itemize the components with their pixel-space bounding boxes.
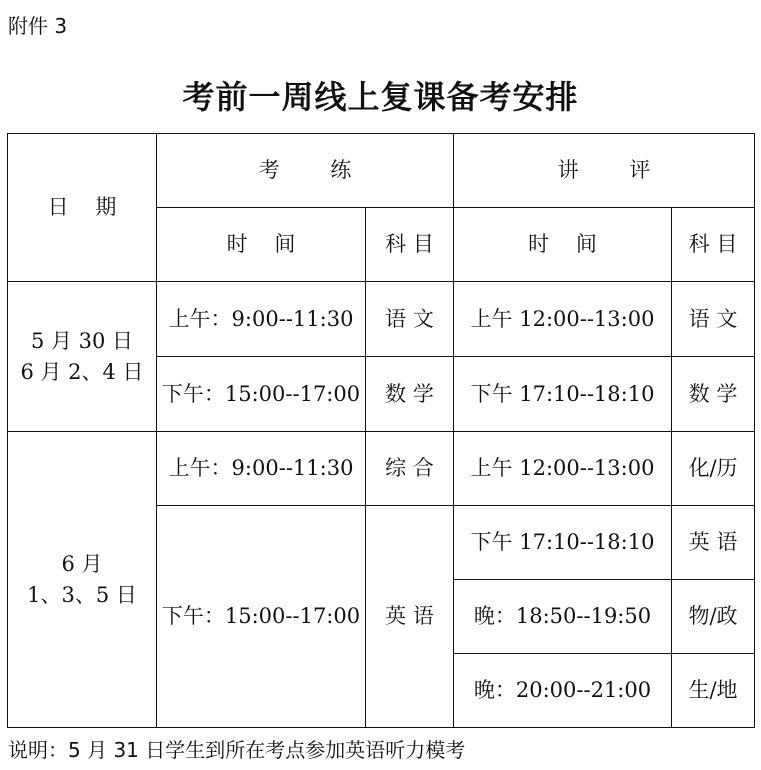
table-row bbox=[8, 282, 755, 357]
exam-subject-cell: 数 学 bbox=[366, 357, 454, 432]
block1-date-line-2: 6 月 2、4 日 bbox=[20, 359, 144, 384]
attachment-label: 附件 3 bbox=[8, 14, 68, 38]
block2-date-cell bbox=[8, 432, 157, 728]
review-time-cell: 下午 17:10--18:10 bbox=[454, 506, 672, 580]
block1-date-line-1: 5 月 30 日 bbox=[30, 329, 134, 354]
header-review-group: 讲 评 bbox=[454, 134, 755, 208]
block2-date-line-1: 6 月 bbox=[61, 552, 103, 577]
review-time-cell: 上午 12:00--13:00 bbox=[454, 282, 672, 357]
schedule-table bbox=[7, 133, 755, 728]
review-subject-cell: 化/历 bbox=[672, 432, 755, 506]
header-exam-subject: 科 目 bbox=[366, 208, 454, 282]
exam-subject-cell: 语 文 bbox=[366, 282, 454, 357]
review-subject-cell: 生/地 bbox=[672, 654, 755, 728]
header-exam-time: 时 间 bbox=[157, 208, 366, 282]
header-date: 日 期 bbox=[8, 134, 157, 282]
page-title: 考前一周线上复课备考安排 bbox=[182, 78, 579, 116]
header-review-subject: 科 目 bbox=[672, 208, 755, 282]
review-time-cell: 上午 12:00--13:00 bbox=[454, 432, 672, 506]
header-row-1 bbox=[8, 134, 755, 208]
review-time-cell: 下午 17:10--18:10 bbox=[454, 357, 672, 432]
table-row bbox=[8, 432, 755, 506]
exam-time-cell: 下午：15:00--17:00 bbox=[157, 357, 366, 432]
review-subject-cell: 物/政 bbox=[672, 580, 755, 654]
review-time-cell: 晚：20:00--21:00 bbox=[454, 654, 672, 728]
exam-time-cell: 下午：15:00--17:00 bbox=[157, 506, 366, 728]
exam-time-cell: 上午：9:00--11:30 bbox=[157, 282, 366, 357]
header-exam-group: 考 练 bbox=[157, 134, 454, 208]
review-time-cell: 晚：18:50--19:50 bbox=[454, 580, 672, 654]
footnote: 说明：5 月 31 日学生到所在考点参加英语听力模考 bbox=[8, 738, 466, 762]
block1-date-cell bbox=[8, 282, 157, 432]
block2-date-line-2: 1、3、5 日 bbox=[27, 582, 137, 607]
exam-subject-cell: 英 语 bbox=[366, 506, 454, 728]
header-review-time: 时 间 bbox=[454, 208, 672, 282]
exam-time-cell: 上午：9:00--11:30 bbox=[157, 432, 366, 506]
review-subject-cell: 数 学 bbox=[672, 357, 755, 432]
review-subject-cell: 语 文 bbox=[672, 282, 755, 357]
review-subject-cell: 英 语 bbox=[672, 506, 755, 580]
exam-subject-cell: 综 合 bbox=[366, 432, 454, 506]
